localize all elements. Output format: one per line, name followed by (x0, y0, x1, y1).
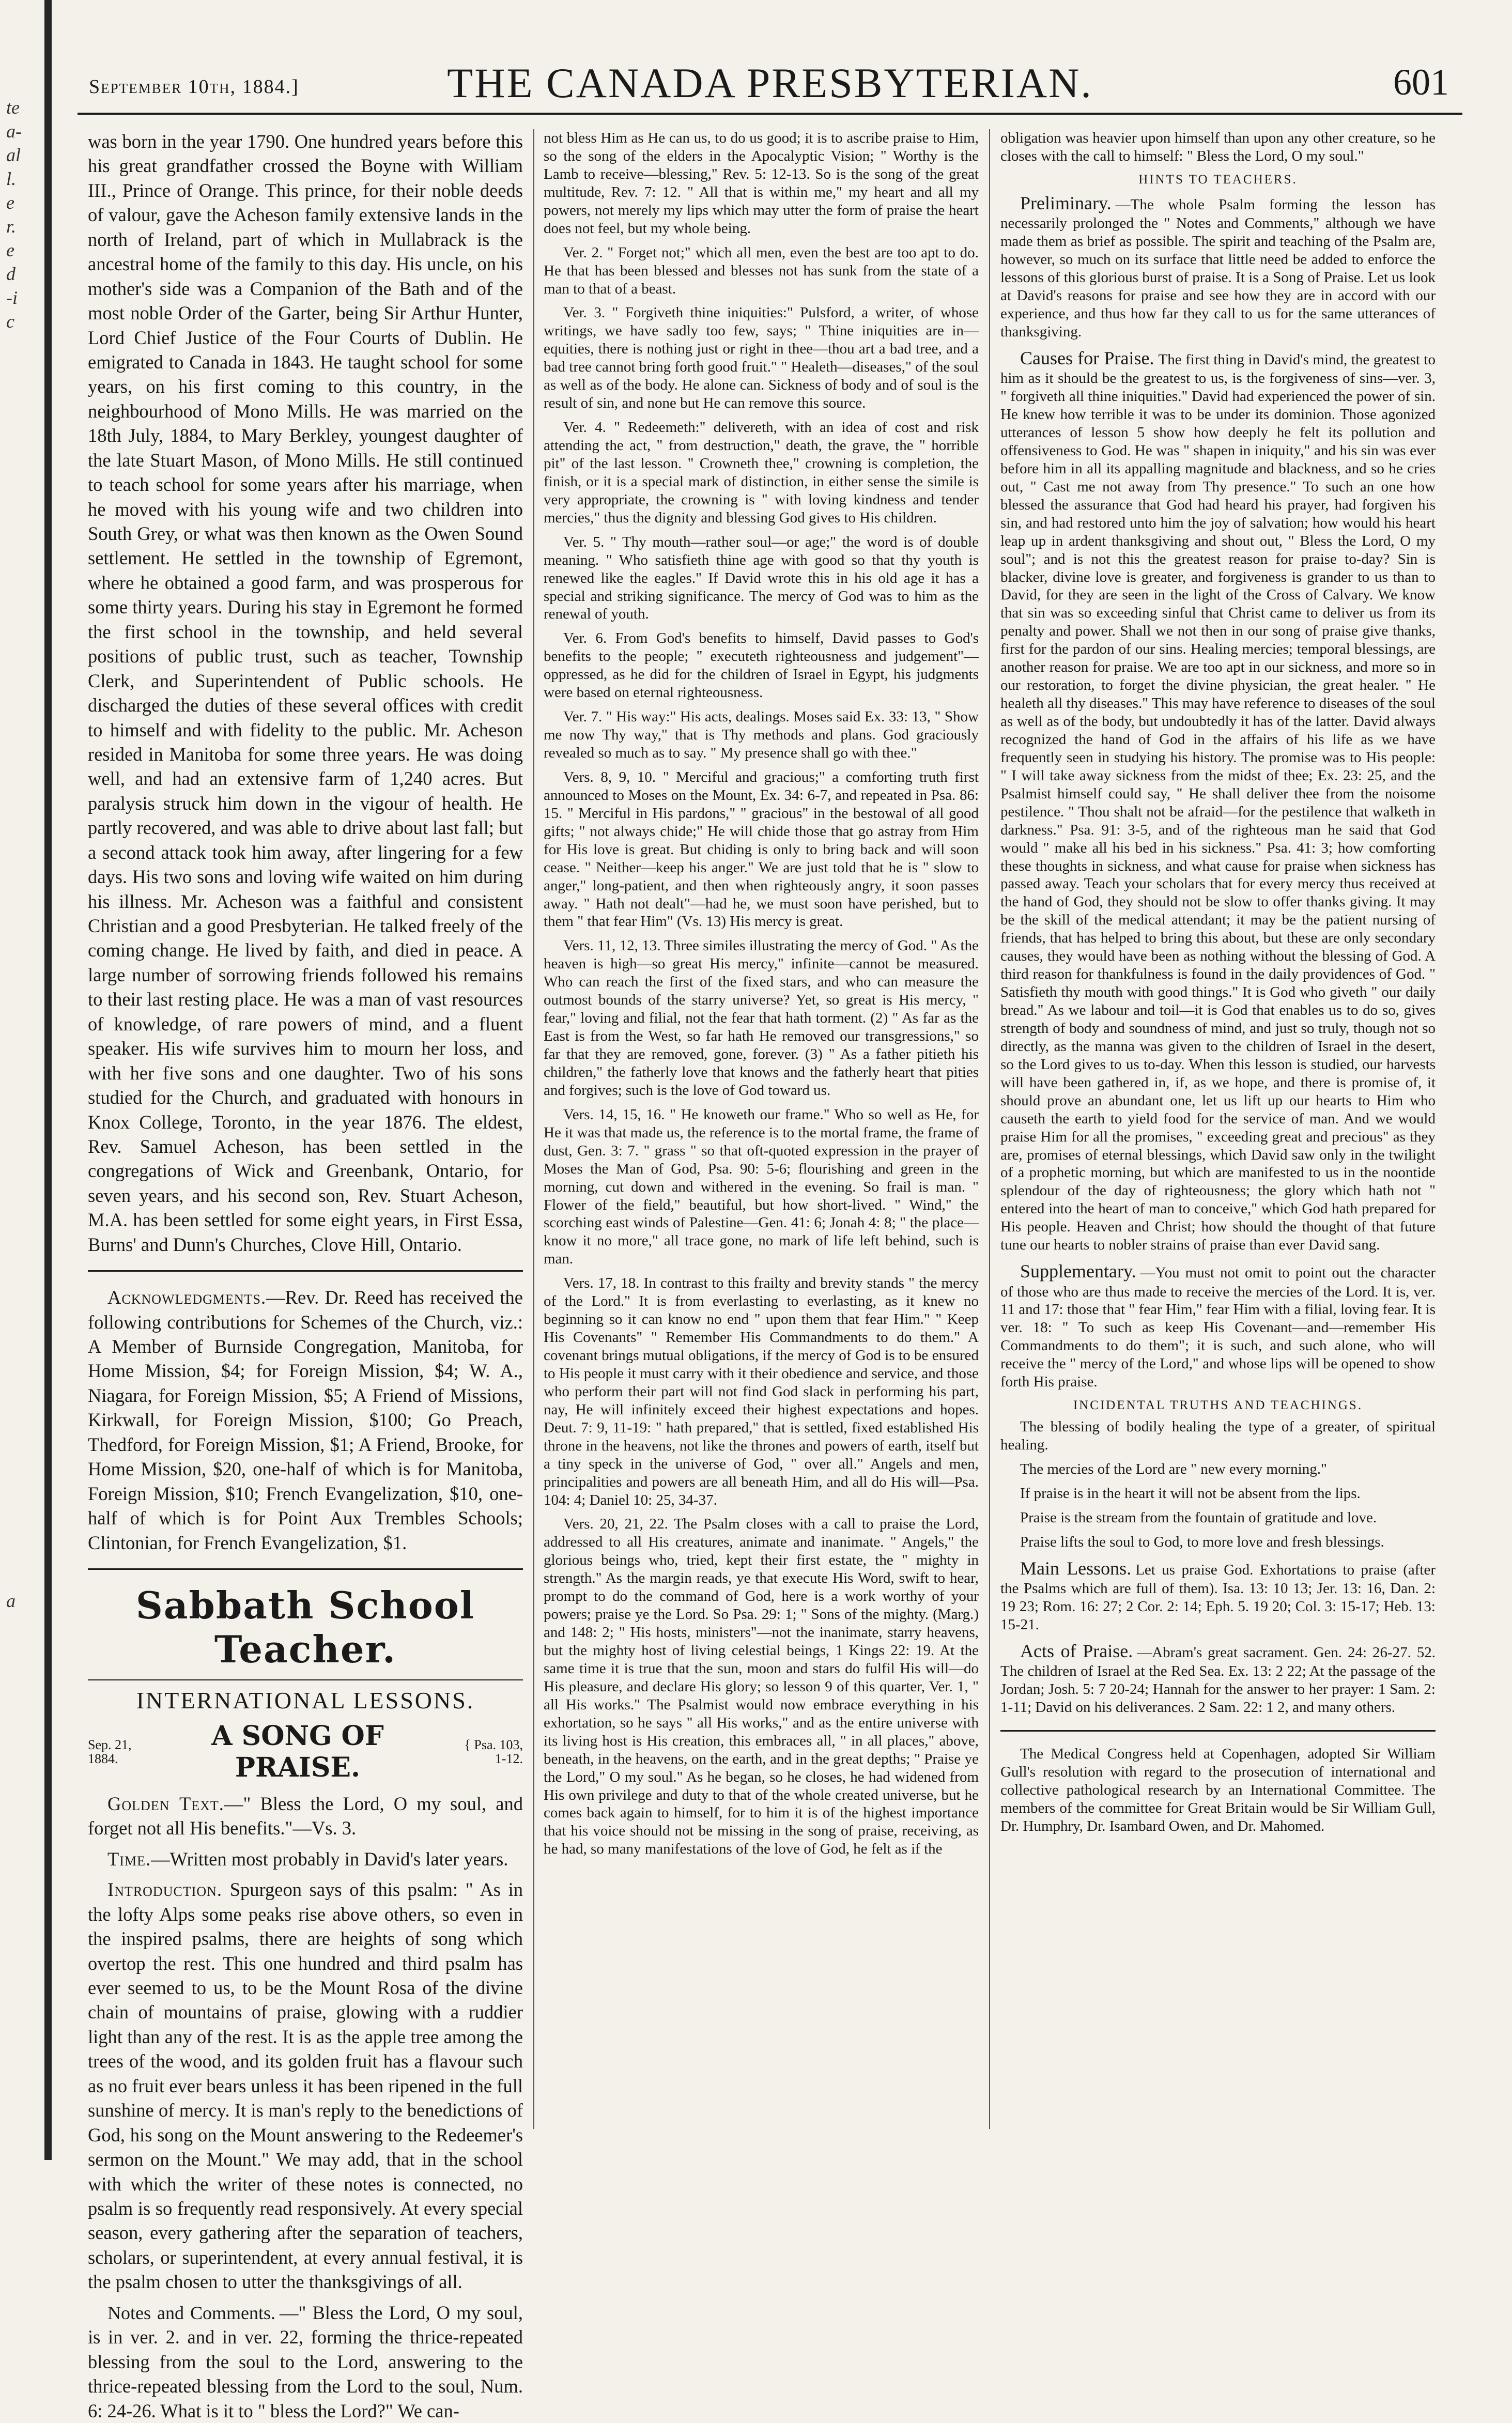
supplementary-lead: Supplementary. (1020, 1261, 1136, 1282)
main-lessons (1000, 1557, 1436, 1634)
time-lead: Time. (107, 1848, 151, 1870)
incidental-truth: Praise is the stream from the fountain of gratitude and love. (1020, 1509, 1377, 1526)
page-header (78, 45, 1462, 107)
golden-text-lead: Golden Text. (107, 1793, 224, 1814)
notes-comments (88, 2301, 523, 2423)
preliminary-lead: Preliminary. (1020, 192, 1112, 213)
acknowledgments (88, 1285, 523, 1555)
obituary-text: was born in the year 1790. One hundred years before this his great grandfather crossed the Boyne with William III., Prince of Orange. This prince, for their noble deeds of valour, gave the Acheson family extensive lands in the north of Ireland, part of which in Mullabrack is the ancestral home of the family to this day. His uncle, on his mother's side was a Companion of the Bath and of the most noble Order of the Garter, being Sir Arthur Hunter, Lord Chief Justice of the Four Courts of Dublin. He emigrated to Canada in 1843. He taught school for some years, on his first coming to this country, in the neighbourhood of Mono Mills. He was married on the 18th July, 1884, to Mary Berkley, youngest daughter of the late Stuart Mason, of Mono Mills. He still continued to teach school for some years after his marriage, when he moved with his young wife and two children into South Grey, or what was then known as the Owen Sound settlement. He settled in the township of Egremont, where he obtained a good farm, and was prosperous for some thirty years. During his stay in Egremont he formed the first school in the township, and held several positions of public trust, such as teacher, Township Clerk, and Superintendent of Public schools. He discharged the duties of these several offices with credit to himself and with fidelity to the public. Mr. Acheson resided in Manitoba for some three years. He was doing well, and had an extensive farm of 1,240 acres. But paralysis struck him down in the vigour of health. He partly recovered, and was able to drive about last fall; but a second attack took him away, after lingering for a few days. His two sons and loving wife waited on him during his illness. Mr. Acheson was a faithful and consistent Christian and a good Presbyterian. He talked freely of the coming change. He lived by faith, and died in peace. A large number of sorrowing friends followed his remains to their last resting place. He was a man of vast resources of knowledge, of rare powers of mind, and a fluent speaker. His wife survives him to mourn her loss, and with her five sons and one daughter. Two of his sons studied for the Church, and graduated with honours in Knox College, Toronto, in the year 1876. The eldest, Rev. Samuel Acheson, has been settled in the congregations of Wick and Greenbank, Ontario, for seven years, and his second son, Rev. Stuart Acheson, M.A. has been settled for some eight years, in First Essa, Burns' and Dunn's Churches, Clove Hill, Ontario. (88, 131, 523, 1255)
golden-text-body: —" Bless the Lord, O my soul, and forget not all His benefits."—Vs. 3. (88, 1793, 523, 1839)
binding-edge (44, 0, 52, 2160)
divider (1000, 1730, 1436, 1732)
column-rule (989, 129, 990, 2129)
margin-fragment: r. (6, 216, 17, 237)
verse-note: Vers. 14, 15, 16. " He knoweth our frame." Who so well as He, for He it was that made us, the reference is to the mortal frame, the frame of dust, Gen. 3: 7. " grass " so that oft-quoted expression in the prayer of Moses the Man of God, Psa. 90: 5-6; flourishing and green in the morning, cut down and withered in the evening. So frail is man. " Flower of the field," beautiful, but how short-lived. " Wind," the scorching east winds of Palestine—Gen. 41: 6; Jonah 4: 8; " the place—know it no more," all trace gone, no mark of life left behind, such is man. (544, 1106, 979, 1268)
introduction-lead: Introduction. (107, 1879, 223, 1901)
margin-fragment: te (6, 97, 20, 118)
acknowledgments-text: —Rev. Dr. Reed has received the following contributions for Schemes of the Church, viz.: A Member of Burnside Congregation, Manitoba, for Home Mission, $4; for Foreign Mission, $4; W. A., Niagara, for Foreign Mission, $5; A Friend of Missions, Kirkwall, for Foreign Mission, $100; Go Preach, Thedford, for Foreign Mission, $1; A Friend, Brooke, for Home Mission, $20, one-half of which is for Manitoba, Foreign Mission, $10; French Evangelization, $10, one-half of which is for Point Aux Trembles Schools; Clintonian, for French Evangelization, $1. (88, 1287, 523, 1553)
margin-fragment: e (6, 192, 14, 213)
incidental-truth: The blessing of bodily healing the type of a greater, of spiritual healing. (1000, 1418, 1436, 1454)
causes-body: The first thing in David's mind, the greatest to him as it should be the greatest to us, is the forgiveness of sins—ver. 3, " forgiveth all thine iniquities." David had experienced the power of sin. He knew how terrible it was to be under its dominion. Those agonized utterances of lesson 5 show how deeply he felt its pollution and offensiveness to God. He was " shapen in iniquity," and his sin was ever before him in all its appalling magnitude and blackness, and so he cries out, " Cast me not away from Thy presence." To such an one how blessed the assurance that God had heard his prayer, had forgiven his sin, and had restored unto him the joy of salvation; how would his heart leap up in ardent thanksgiving and shout out, " Bless the Lord, O my soul"; and is not this the greatest reason for praise to-day? Sin is blacker, divine love is greater, and forgiveness is grander to us than to David, for they are seen in the light of the Cross of Calvary. We know that sin was so exceeding sinful that Christ came to deliver us from its penalty and power. Shall we not then in our song of praise give thanks, first for the pardon of our sins. Healing mercies; temporal blessings, are another reason for praise. We are too apt in our sickness, and more so in our restoration, to forget the divine physician, the great healer. " He healeth all thy diseases." This may have reference to diseases of the soul as well as of the body, but undoubtedly it has of the latter. David always recognized the hand of God in the affairs of his life as we have frequently seen in studying his history. The promise was to His people: " I will take away sickness from the midst of thee; Ex. 23: 25, and the Psalmist himself could say, " He shall deliver thee from the noisome pestilence. " Thou shalt not be afraid—for the pestilence that walketh in darkness." Psa. 91: 3-5, and of the righteous man he said that God would " make all his bed in his sickness." Psa. 41: 3; how comforting these thoughts in sickness, and what cause for praise when sickness has passed away. Teach your scholars that for every mercy thus received at the hand of God, they should not be slow to offer thanks giving. It may be the skill of the medical attendant; it may be the patient nursing of friends, that has helped to bring this about, but these are only secondary causes, they would have been as nothing without the blessing of God. A third reason for thankfulness is found in the daily providences of God. " Satisfieth thy mouth with good things." It is God who giveth " our daily bread." As we labour and toil—it is God that enables us to do so, gives strength of body and soundness of mind, and just so truly, though not so directly, as the manna was given to the children of Israel in the desert, so the Lord gives to us to-day. When this lesson is studied, our harvests will have been gathered in, if, as we hope, and there is promise of, it should prove an abundant one, let us lift up our hearts to Him who causeth the earth to yield food for the service of man. And we would praise Him for all the promises, " exceeding great and precious" as they are, promises of eternal blessings, which David saw only in the twilight of a prophetic morning, but which are manifested to us in the noontide splendour of the day of righteousness; the glory which hath not " entered into the heart of man to conceive," which God hath prepared for His people. Heaven and Christ; how should the thought of that future tune our hearts to nobler strains of praise than ever David sang. (1000, 351, 1436, 1254)
column-rule (533, 129, 534, 2129)
acknowledgments-lead: Acknowledgments. (107, 1287, 267, 1308)
incidental-heading: INCIDENTAL TRUTHS AND TEACHINGS. (1073, 1398, 1363, 1413)
left-margin (0, 0, 62, 2160)
margin-fragment: c (6, 311, 14, 332)
time-body: —Written most probably in David's later years. (151, 1848, 508, 1870)
verse-note: Ver. 4. " Redeemeth:" delivereth, with an idea of cost and risk attending the act, " from destruction," death, the grave, the " horrible pit" of the last lesson. " Crowneth thee," crowning is completion, the finish, or it is a special mark of distinction, in either sense the simile is very appropriate, the crowning is " with loving kindness and tender mercies," thus the dignity and blessing God gives to His children. (544, 419, 979, 526)
section-banner: Sabbath School Teacher. (135, 1583, 475, 1671)
golden-text (88, 1792, 523, 1841)
header-rule (78, 113, 1462, 115)
incidental-truth: Praise lifts the soul to God, to more love and fresh blessings. (1020, 1533, 1384, 1550)
verse-note: not bless Him as He can us, to do us good; it is to ascribe praise to Him, so the song of the elders in the Apocalyptic Vision; " Worthy is the Lamb to receive—blessing," Rev. 5: 12-13. So is the song of the great multitude, Rev. 7: 12. " All that is within me," my heart and all my powers, not merely my lips which may utter the form of praise the heart does not feel, but my whole being. (544, 130, 979, 237)
column-2 (544, 129, 979, 2129)
introduction-body: Spurgeon says of this psalm: " As in the lofty Alps some peaks rise above others, so even in the inspired psalms, there are heights of song which overtop the rest. This one hundred and third psalm has ever seemed to us, to be the Mount Rosa of the divine chain of mountains of praise, glowing with a ruddier light than any of the rest. It is as the apple tree among the trees of the wood, and its golden fruit has a flavour such as no fruit ever bears unless it has been ripened in the full sunshine of mercy. It is man's reply to the benedictions of God, his song on the Mount answering to the Redeemer's sermon on the Mount." We may add, that in the school with which the writer of these notes is connected, no psalm is so frequently read responsively. At every special season, every gathering after the separation of teachers, scholars, or superintendent, at every annual festival, it is the psalm chosen to utter the thanksgivings of all. (88, 1879, 523, 2293)
divider (88, 1679, 523, 1680)
lesson-date: Sep. 21, 1884. (88, 1737, 132, 1766)
verse-note: Vers. 17, 18. In contrast to this frailty and brevity stands " the mercy of the Lord." It is from everlasting to everlasting, as it knew no beginning so it can know no end " upon them that fear Him." " Keep His Covenants" " Remember His Commandments to do them." A covenant brings mutual obligations, if the mercy of God is to be ensured to His people it must carry with it their obedience and service, and those who perform their part will not find God slack in performing his part, nay, He will infinitely exceed their highest expectations and hopes. Deut. 7: 9, 11-19: " hath prepared," that is settled, fixed established His throne in the heavens, not like the thrones and powers of earth, itself but a tiny speck in the universe of God, " over all." Angels and men, principalities and powers are all beneath Him, and all do His will—Psa. 104: 4; Daniel 10: 25, 34-37. (544, 1275, 979, 1508)
masthead-title: THE CANADA PRESBYTERIAN. (447, 59, 1093, 106)
hints-heading: HINTS TO TEACHERS. (1138, 172, 1298, 187)
lessons-heading: INTERNATIONAL LESSONS. (136, 1687, 475, 1714)
preliminary (1000, 192, 1436, 341)
lesson-title: A SONG OF PRAISE. (211, 1720, 384, 1783)
acts-body: —Abram's great sacrament. Gen. 24: 26-27. 52. The children of Israel at the Red Sea. Ex. 13: 2 22; At the passage of the Jordan; Josh. 5: 7 20-24; Hannah for the answer to her prayer: 1 Sam. 2: 1-11; David on his deliverances. 2 Sam. 22: 1 2, and many others. (1000, 1644, 1436, 1716)
margin-fragment: al (6, 145, 21, 165)
introduction (88, 1877, 523, 2294)
margin-fragment: -i (6, 287, 18, 308)
supplementary-body: —You must not omit to point out the character of those who are thus made to receive the mercies of the Lord. It is, ver. 11 and 17: those that " fear Him," fear Him with a filial, loving fear. It is ver. 18: " To such as keep His Covenant—and—remember His Commandments to do them"; it is such, and such alone, who will receive the " mercy of the Lord," and whose lips will be opened to show forth His praise. (1000, 1264, 1436, 1391)
column-1 (88, 129, 523, 2421)
time-note (88, 1847, 523, 1871)
causes-for-praise (1000, 347, 1436, 1254)
notes-body: —" Bless the Lord, O my soul, is in ver. 2. and in ver. 22, forming the thrice-repeated blessing from the soul to the Lord, answering to the thrice-repeated blessing from the Lord to the soul, Num. 6: 24-26. What is it to " bless the Lord?" We can- (88, 2302, 523, 2421)
verse-note: Ver. 5. " Thy mouth—rather soul—or age;" the word is of double meaning. " Who satisfieth thine age with good so that thy youth is renewed like the eagles." If David wrote this in his old age it has a special and striking significance. The mercy of God was to him as the renewal of youth. (544, 533, 979, 623)
verse-note: Vers. 11, 12, 13. Three similes illustrating the mercy of God. " As the heaven is high—so great His mercy," infinite—cannot be measured. Who can reach the first of the fixed stars, and who can measure the outmost bounds of the starry universe? Yet, so great is His mercy, " fear," loving and filial, not the fear that hath torment. (2) " As far as the East is from the West, so far hath He removed our transgressions," so far that they are removed, gone, forever. (3) " As a father pitieth his children," the fatherly love that knows and the fatherly heart that pities and forgives; such is the love of God toward us. (544, 937, 979, 1099)
incidental-truth: The mercies of the Lord are " new every morning." (1020, 1461, 1327, 1477)
verse-note: Vers. 20, 21, 22. The Psalm closes with a call to praise the Lord, addressed to all His creatures, animate and inanimate. " Angels," the glorious beings who, tried, kept their first estate, the " mighty in strength." As the margin reads, ye that execute His Word, swift to hear, prompt to do the command of God, here is a work worthy of your powers; praise ye the Lord. So Psa. 29: 1; " Sons of the mighty. (Marg.) and 148: 2; " His hosts, ministers"—not the inanimate, starry heavens, but the mighty host of living celestial beings, 1 Kings 22: 19. At the same time it is true that the sun, moon and stars do fulfil His will—do His pleasure, and declare His glory; so lesson 9 of this quarter, Ver. 1, " all His works." The Psalmist would now embrace everything in his exhortation, so he says " all His works," and as the entire universe with its living host is His creation, this embraces all, " in all places," above, beneath, in the heavens, on the earth, and in the great depths; " Praise ye the Lord," O my soul." As he began, so he closes, he had widened from His own privilege and duty to that of the whole created universe, but he comes back again to himself, for to him it is of the highest importance that his voice should not be missing in the song of praise, receiving, as he had, so many manifestations of the love of God, he felt as if the (544, 1516, 979, 1858)
margin-fragment: a- (6, 121, 22, 142)
closing-text: obligation was heavier upon himself than upon any other creature, so he closes with the call to himself: " Bless the Lord, O my soul." (1000, 130, 1436, 164)
page-number: 601 (1393, 61, 1449, 103)
acts-of-praise (1000, 1640, 1436, 1717)
causes-lead: Causes for Praise. (1020, 347, 1154, 368)
incidental-truth: If praise is in the heart it will not be absent from the lips. (1020, 1485, 1361, 1502)
supplementary (1000, 1260, 1436, 1391)
verse-note: Ver. 2. " Forget not;" which all men, even the best are too apt to do. He that has been blessed and blesses not has sunk from the state of a man to that of a beast. (544, 244, 979, 297)
acts-lead: Acts of Praise. (1020, 1640, 1133, 1661)
main-lessons-lead: Main Lessons. (1020, 1557, 1132, 1579)
notes-lead: Notes and Comments. (107, 2302, 276, 2323)
preliminary-body: —The whole Psalm forming the lesson has necessarily prolonged the " Notes and Comments," although we have made them as brief as possible. The spirit and teaching of the Psalm are, however, so much on its surface that little need be added to enforce the lessons of this glorious burst of praise. It is a Song of Praise. Let us look at David's reasons for praise and see how they are in accord with our experience, and thus how far they call to us for the same utterances of thanksgiving. (1000, 196, 1436, 340)
lesson-reference: { Psa. 103, 1-12. (464, 1737, 523, 1766)
column-3 (1000, 129, 1436, 2129)
divider (88, 1270, 523, 1272)
margin-fragment: l. (6, 168, 17, 189)
lesson-title-row (88, 1720, 523, 1783)
margin-fragment: d (6, 264, 16, 284)
verse-note: Vers. 8, 9, 10. " Merciful and gracious;" a comforting truth first announced to Moses on the Mount, Ex. 34: 6-7, and repeated in Psa. 86: 15. " Merciful in His pardons," " gracious" in the bestowal of all good gifts; " not always chide;" He will chide those that go astray from Him for His love is great. But chiding is only to bring back and will soon cease. " Neither—keep his anger." We are just told that he is " slow to anger," long-patient, and then when righteously angry, it soon passes away. " Hath not dealt"—had he, we must soon have perished, but to them " that fear Him" (Vs. 13) His mercy is great. (544, 768, 979, 930)
verse-note: Ver. 6. From God's benefits to himself, David passes to God's benefits to the people; " executeth righteousness and judgement"—oppressed, as he did for the children of Israel in Egypt, his judgments were based on eternal righteousness. (544, 630, 979, 701)
divider (88, 1568, 523, 1570)
margin-fragment: e (6, 240, 14, 260)
main-lessons-body: Let us praise God. Exhortations to praise (after the Psalms which are full of them). Isa. 13: 10 13; Jer. 13: 16, Dan. 2: 19 23; Rom. 16: 27; 2 Cor. 2: 14; Eph. 5. 19 20; Col. 3: 15-17; Heb. 13: 15-21. (1000, 1561, 1436, 1633)
issue-date: September 10th, 1884.] (89, 76, 299, 98)
verse-note: Ver. 3. " Forgiveth thine iniquities:" Pulsford, a writer, of whose writings, we have sadly too few, says; " Thine iniquities are in—equities, there is nothing just or right in thee—thou art a bad tree, and a bad tree cannot bring forth good fruit." " Healeth—diseases," of the soul as well as of the body. He alone can. Sickness of body and of soul is the result of sin, and none but He can remove this source. (544, 304, 979, 412)
margin-fragment: a (6, 1591, 16, 1611)
medical-congress-note: The Medical Congress held at Copenhagen, adopted Sir William Gull's resolution with regard to the prosecution of international and collective pathological research by an International Committee. The members of the committee for Great Britain would be Sir William Gull, Dr. Humphry, Dr. Isambard Owen, and Dr. Mahomed. (1000, 1746, 1436, 1834)
verse-note: Ver. 7. " His way:" His acts, dealings. Moses said Ex. 33: 13, " Show me now Thy way," that is Thy methods and plans. God graciously revealed so much as to say. " My presence shall go with thee." (544, 708, 979, 761)
